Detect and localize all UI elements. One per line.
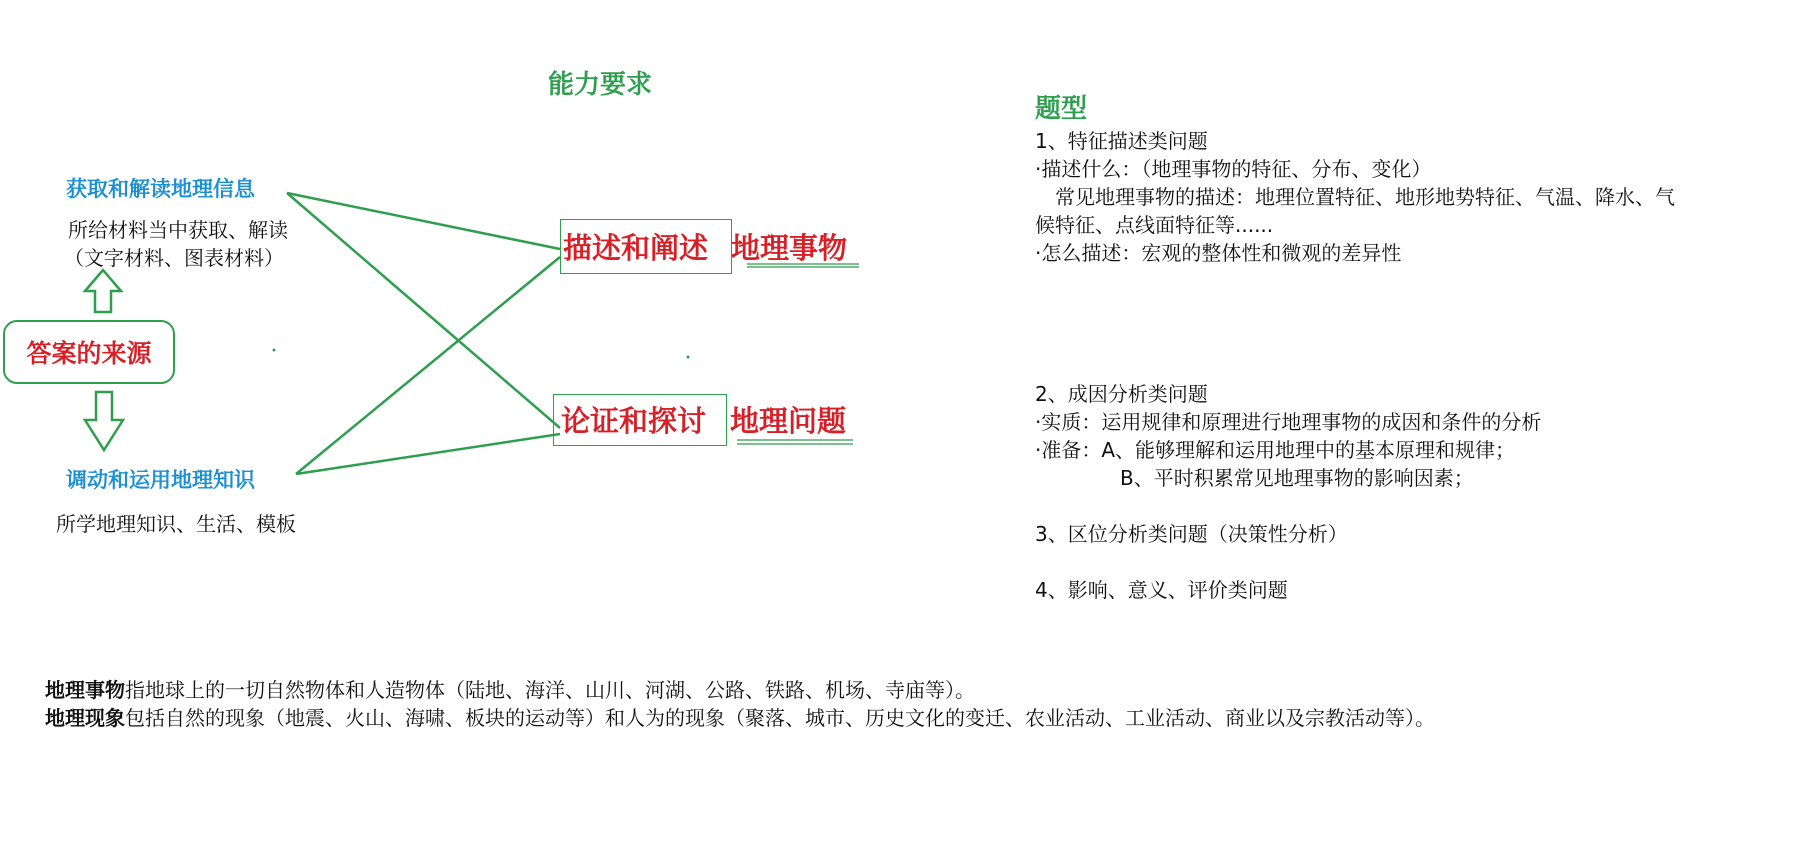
dot-mark [687,356,690,359]
answer-source-box [3,320,175,384]
target-top-noun: 地理事物 [731,231,848,265]
source-top-desc-1: 所给材料当中获取、解读 [68,218,288,242]
type2-point2: ·准备：A、能够理解和运用地理中的基本原理和规律； [1035,438,1516,462]
definition-text-2: 包括自然的现象（地震、火山、海啸、板块的运动等）和人为的现象（聚落、城市、历史文化的变迁、农业活动、工业活动、商业以及宗教活动等）。 [125,706,1435,730]
definition-term-1: 地理事物 [45,678,125,702]
type1-point2-line1: 常见地理事物的描述：地理位置特征、地形地势特征、气温、降水、气 [1055,185,1675,209]
connector-top-to-bottom [287,193,560,428]
definition-line-1 [45,674,975,703]
target-bottom-noun: 地理问题 [730,404,847,438]
type1-title: 1、特征描述类问题 [1035,129,1208,153]
type1-point3: ·怎么描述：宏观的整体性和微观的差异性 [1035,241,1402,265]
question-types-heading: 题型 [1035,94,1088,124]
source-bottom-label: 调动和运用地理知识 [66,468,255,492]
type2-title: 2、成因分析类问题 [1035,382,1208,406]
type1-point2-line2: 候特征、点线面特征等...... [1035,213,1274,237]
definition-text-1: 指地球上的一切自然物体和人造物体（陆地、海洋、山川、河湖、公路、铁路、机场、寺庙等）。 [125,678,975,702]
definition-line-2 [45,702,1435,731]
type2-point1: ·实质：运用规律和原理进行地理事物的成因和条件的分析 [1035,410,1542,434]
connector-bottom-to-top [296,257,560,474]
diagram-title: 能力要求 [548,70,653,100]
connector-top-to-top [287,193,560,249]
type4-title: 4、影响、意义、评价类问题 [1035,578,1288,602]
source-top-desc-2: （文字材料、图表材料） [64,246,284,270]
source-bottom-desc: 所学地理知识、生活、模板 [56,512,296,536]
down-arrow-icon [85,392,123,450]
target-bottom-verb: 论证和探讨 [561,404,707,438]
dot-mark [273,349,276,352]
answer-source-label: 答案的来源 [26,339,152,368]
type3-title: 3、区位分析类问题（决策性分析） [1035,522,1348,546]
source-top-label: 获取和解读地理信息 [66,177,255,201]
type1-point1: ·描述什么：（地理事物的特征、分布、变化） [1035,157,1432,181]
up-arrow-icon [85,270,121,312]
target-top-verb: 描述和阐述 [563,231,709,265]
definition-term-2: 地理现象 [45,706,125,730]
type2-point3: B、平时积累常见地理事物的影响因素； [1120,466,1474,490]
